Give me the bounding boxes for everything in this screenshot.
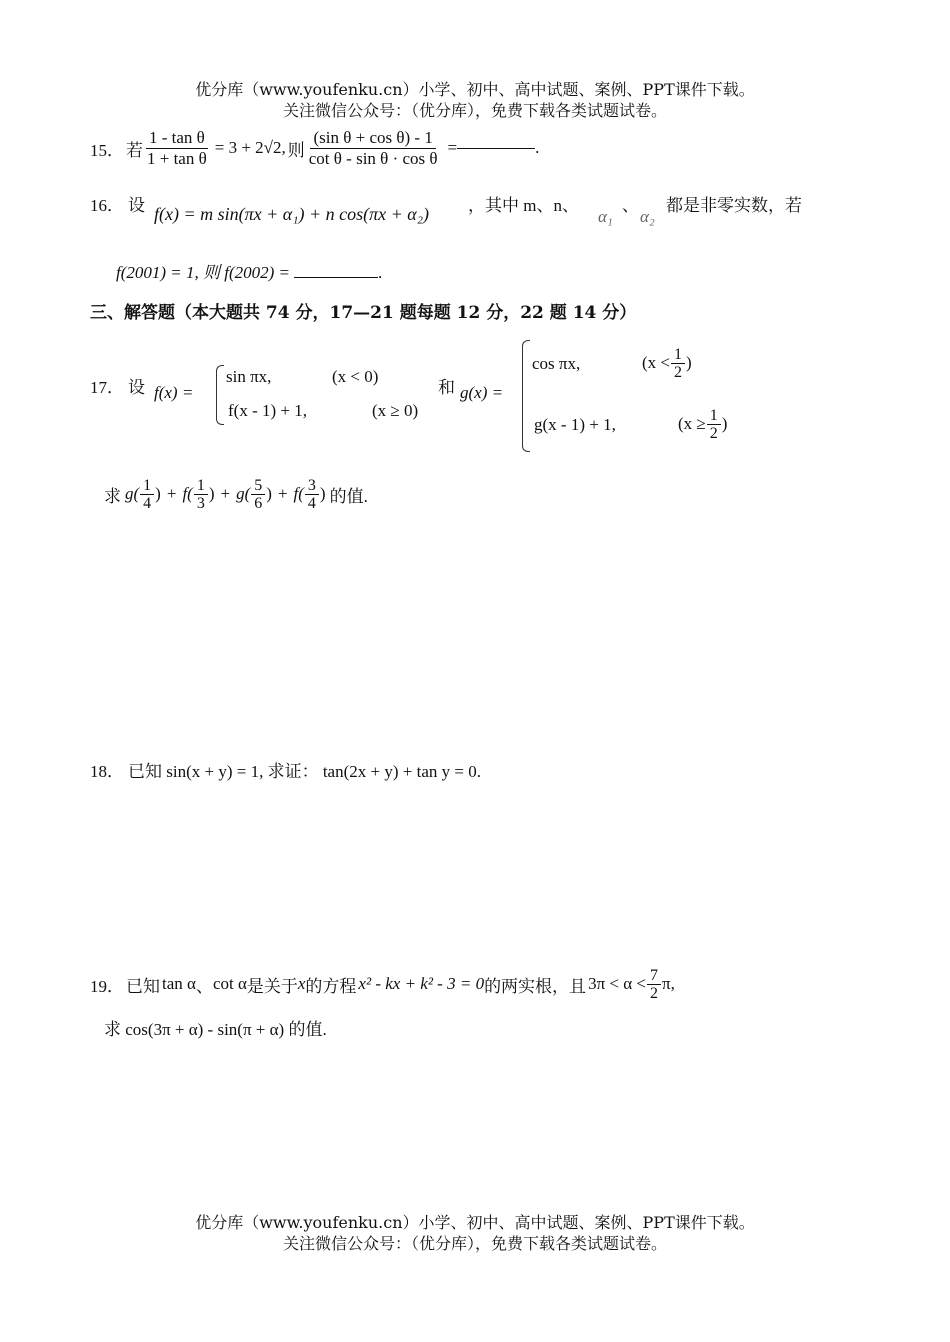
q17-term-1-numerator: 1 [140,477,154,495]
q17-term-3-numerator: 5 [251,477,265,495]
q17-term-1-close: ) [155,484,161,503]
q17-g-condition-2 [678,401,727,447]
header-line-1: 优分库（www.youfenku.cn）小学、初中、高中试题、案例、PPT课件下载。 [195,80,755,99]
q17-f-brace [216,365,224,425]
q17-term-1-denominator: 4 [143,494,152,512]
header-line-2: 关注微信公众号：（优分库），免费下载各类试题试卷。 [282,101,667,120]
q17-term-4-numerator: 3 [305,477,319,495]
q17-half-denominator-2: 2 [709,424,718,442]
q17-f-case-2: f(x - 1) + 1, [228,401,307,420]
q19-fraction-denominator: 2 [649,984,658,1002]
q17-plus-3: + [277,484,288,503]
q19-middle-3: 的两实根，且 [484,976,587,996]
q15-then: 则 [287,140,305,160]
q16-line-2 [116,258,382,283]
q19-inequality-suffix: π, [661,974,675,993]
q16-condition: f(2001) = 1, 则 f(2002) = [116,263,291,282]
q16-alpha-1: α₁ [598,207,613,226]
q15-fraction-2 [306,128,441,169]
q19-cot: cot α [212,974,247,993]
q19-fraction [647,967,661,1002]
q17-g-condition-2-close: ) [721,414,728,433]
q17-term-1-fraction [140,477,154,512]
q19-number: 19． [90,976,124,996]
q19-middle-2: 的方程 [305,976,357,996]
q15-fraction-1-numerator: 1 - tan θ [146,128,208,149]
q17-g-lhs: g(x) = [460,383,504,402]
q17-term-3-func: g( [236,484,251,503]
q17-ask: 求 [104,486,121,506]
q15-end: . [535,138,540,157]
q15-equals-value: = 3 + 2√2, [214,138,286,157]
q15-fraction-1-denominator: 1 + tan θ [147,148,207,168]
footer-line-1: 优分库（www.youfenku.cn）小学、初中、高中试题、案例、PPT课件下载。 [195,1213,755,1232]
q17-term-4-close: ) [319,484,326,503]
q17-half-fraction-2 [707,407,721,442]
q15-lead: 若 [126,140,143,160]
q17-f-lhs: f(x) = [154,383,194,402]
q17-term-3-denominator: 6 [254,494,263,512]
q17-ask-end: 的值. [329,486,368,506]
q17-term-4-denominator: 4 [307,494,316,512]
q17-g-case-2: g(x - 1) + 1, [534,415,616,434]
q16-answer-blank [294,276,378,278]
q17-term-2-close: ) [208,484,215,503]
q17-and: 和 [438,378,455,397]
q16-middle-text: ，其中 m、n、 [468,196,579,215]
q17-g-condition-2-prefix: (x ≥ [678,414,706,433]
q18-number: 18． [90,762,124,781]
footer-line-2: 关注微信公众号：（优分库），免费下载各类试题试卷。 [282,1234,667,1253]
q17-term-2-func: f( [182,484,193,503]
q15-equals: = [447,138,458,157]
q15-number: 15． [90,140,124,160]
q16-alpha-2: α₂ [640,207,655,226]
q19-variable-x: x [297,974,306,993]
q17-f-condition-1: (x < 0) [332,367,379,386]
q19-line-1 [90,960,675,1008]
q19-separator: 、 [195,976,213,996]
q17-term-2-denominator: 3 [196,494,205,512]
q17-plus-2: + [220,484,231,503]
q17-g-case-1: cos πx, [532,354,581,373]
q15-fraction-2-denominator: cot θ - sin θ · cos θ [308,148,438,168]
q17-number: 17． [90,378,124,397]
q17-plus-1: + [166,484,177,503]
q17-term-4-fraction [305,477,319,512]
q17-f-condition-2: (x ≥ 0) [372,401,419,420]
q19-line-2: 求 cos(3π + α) - sin(π + α) 的值. [104,1020,327,1039]
q17-g-condition-1-prefix: (x < [642,353,670,372]
q17-half-fraction-1 [671,346,685,381]
q17-g-condition-1 [642,340,692,386]
question-15 [90,122,539,174]
q16-end: . [378,263,383,282]
q19-lead: 已知 [126,976,160,996]
q17-term-2-numerator: 1 [194,477,208,495]
q15-fraction-2-numerator: (sin θ + cos θ) - 1 [310,128,435,149]
q16-number: 16． [90,196,124,215]
q15-answer-blank [457,147,535,149]
q17-g-condition-1-close: ) [686,353,692,372]
q19-equation: x² - kx + k² - 3 = 0 [358,974,485,993]
q16-separator: 、 [622,196,639,215]
q16-tail-text: 都是非零实数，若 [666,196,802,215]
q19-middle: 是关于 [246,976,298,996]
q16-lead: 设 [128,196,145,215]
q19-tan: tan α [162,974,196,993]
q17-ask-line [104,470,368,518]
q17-f-case-1: sin πx, [226,367,272,386]
q15-fraction-1 [144,128,210,169]
q17-half-denominator-1: 2 [674,363,682,381]
q17-g-brace [522,340,530,452]
q17-term-4-func: f( [293,484,304,503]
q17-half-numerator-1: 1 [671,346,685,364]
q17-half-numerator-2: 1 [707,407,721,425]
q17-term-3-close: ) [266,484,272,503]
q19-inequality-prefix: 3π < α < [588,974,646,993]
q19-fraction-numerator: 7 [647,967,661,985]
q18-text: 已知 sin(x + y) = 1, 求证： tan(2x + y) + tan y = 0. [128,762,481,781]
q17-term-2-fraction [194,477,208,512]
section-3-title: 三、解答题（本大题共 74 分，17—21 题每题 12 分，22 题 14 分） [90,303,637,323]
q16-expression: f(x) = m sin(πx + α₁) + n cos(πx + α₂) [154,204,429,224]
q17-term-1-func: g( [125,484,140,503]
q17-term-3-fraction [251,477,265,512]
q17-lead: 设 [128,378,145,397]
